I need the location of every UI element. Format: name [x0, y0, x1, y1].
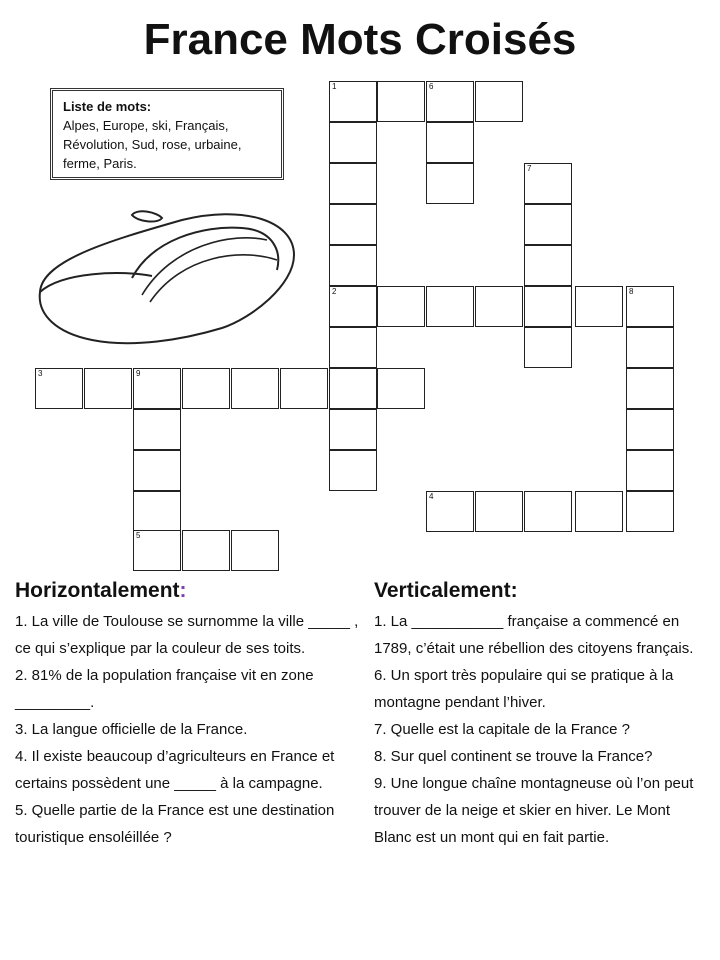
grid-cell[interactable] [329, 450, 377, 491]
grid-cell[interactable] [426, 163, 474, 204]
grid-cell[interactable] [626, 368, 674, 409]
down-clue-6: 6. Un sport très populaire qui se pratique à la montagne pendant l’hiver. [374, 667, 674, 711]
down-heading: Verticalement: [374, 579, 518, 602]
clue-number: 5 [136, 531, 141, 540]
grid-cell[interactable] [377, 286, 425, 327]
word-list-heading: Liste de mots: [63, 99, 152, 114]
grid-cell[interactable] [133, 409, 181, 450]
grid-cell[interactable] [329, 286, 377, 327]
grid-cell[interactable] [329, 204, 377, 245]
across-clue-2: 2. 81% de la population française vit en zone _________. [15, 667, 314, 711]
grid-cell[interactable] [426, 286, 474, 327]
grid-cell[interactable] [133, 450, 181, 491]
grid-cell[interactable] [377, 368, 425, 409]
clue-number: 2 [332, 287, 337, 296]
word-list-line: ferme, Paris. [63, 156, 137, 171]
page-title: France Mots Croisés [143, 15, 577, 64]
down-clue-1: 1. La ___________ française a commencé en 1789, c’était une rébellion des citoyens français. [374, 613, 694, 657]
word-list-box [50, 88, 284, 180]
across-heading-colon: : [179, 579, 187, 602]
grid-cell[interactable] [329, 163, 377, 204]
across-heading-text: Horizontalement [15, 579, 180, 602]
grid-cell[interactable] [626, 450, 674, 491]
grid-cell[interactable] [84, 368, 132, 409]
grid-cell[interactable] [626, 409, 674, 450]
across-clue-1: 1. La ville de Toulouse se surnomme la ville _____ , ce qui s’explique par la couleur de ses toits. [15, 613, 359, 657]
word-list-line: Révolution, Sud, rose, urbaine, [63, 137, 242, 152]
across-clue-5: 5. Quelle partie de la France est une destination touristique ensoléillée ? [15, 802, 335, 846]
grid-cell[interactable] [329, 122, 377, 163]
word-list-line: Alpes, Europe, ski, Français, [63, 118, 229, 133]
down-clues [374, 578, 720, 851]
grid-cell[interactable] [182, 530, 230, 571]
grid-cell[interactable] [475, 286, 523, 327]
grid-cell[interactable] [475, 491, 523, 532]
clue-number: 1 [332, 82, 337, 91]
grid-cell[interactable] [35, 368, 83, 409]
grid-cell[interactable] [426, 122, 474, 163]
grid-cell[interactable] [575, 286, 623, 327]
clue-number: 9 [136, 369, 141, 378]
grid-cell[interactable] [524, 286, 572, 327]
beret-illustration [32, 200, 302, 350]
across-clues [15, 578, 365, 851]
grid-cell[interactable] [133, 530, 181, 571]
grid-cell[interactable] [231, 368, 279, 409]
down-clue-8: 8. Sur quel continent se trouve la France? [374, 748, 653, 765]
grid-cell[interactable] [329, 327, 377, 368]
clue-number: 3 [38, 369, 43, 378]
across-heading [15, 578, 365, 604]
grid-cell[interactable] [426, 491, 474, 532]
grid-cell[interactable] [524, 245, 572, 286]
grid-cell[interactable] [133, 368, 181, 409]
clue-number: 6 [429, 82, 434, 91]
grid-cell[interactable] [524, 163, 572, 204]
grid-cell[interactable] [626, 491, 674, 532]
grid-cell[interactable] [626, 327, 674, 368]
clue-number: 8 [629, 287, 634, 296]
grid-cell[interactable] [475, 81, 523, 122]
grid-cell[interactable] [524, 204, 572, 245]
grid-cell[interactable] [329, 81, 377, 122]
grid-cell[interactable] [329, 245, 377, 286]
grid-cell[interactable] [329, 409, 377, 450]
grid-cell[interactable] [426, 81, 474, 122]
grid-cell[interactable] [626, 286, 674, 327]
across-clue-3: 3. La langue officielle de la France. [15, 721, 248, 738]
grid-cell[interactable] [329, 368, 377, 409]
grid-cell[interactable] [524, 327, 572, 368]
grid-cell[interactable] [377, 81, 425, 122]
grid-cell[interactable] [231, 530, 279, 571]
grid-cell[interactable] [133, 491, 181, 532]
grid-cell[interactable] [280, 368, 328, 409]
grid-cell[interactable] [524, 491, 572, 532]
down-clue-9: 9. Une longue chaîne montagneuse où l’on peut trouver de la neige et skier en hiver. Le Mont Blanc est un mont qui en fait partie. [374, 775, 694, 846]
grid-cell[interactable] [182, 368, 230, 409]
across-clue-4: 4. Il existe beaucoup d’agriculteurs en France et certains possèdent une _____ à la campagne. [15, 748, 335, 792]
clue-number: 7 [527, 164, 532, 173]
down-clue-7: 7. Quelle est la capitale de la France ? [374, 721, 630, 738]
grid-cell[interactable] [575, 491, 623, 532]
clue-number: 4 [429, 492, 434, 501]
